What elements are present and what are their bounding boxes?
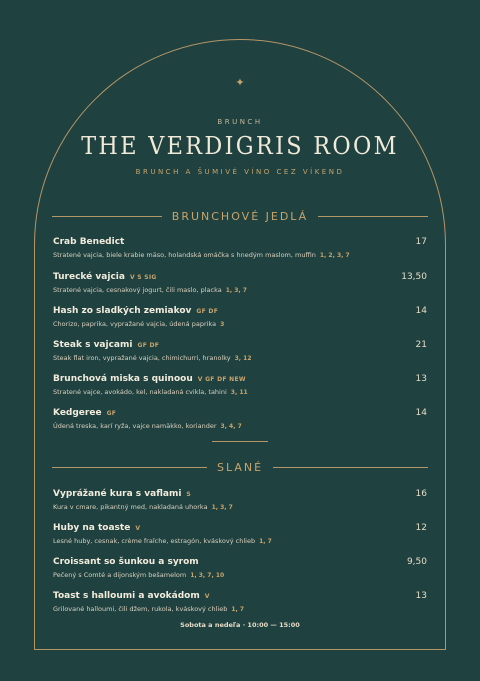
item-description: Stratené vajcia, cesnakový jogurt, čili maslo, placka <box>53 286 222 294</box>
menu-item <box>53 229 427 259</box>
item-price: 9,50 <box>406 557 427 567</box>
item-description: Grilované halloumi, čili džem, rukola, kváskový chlieb <box>53 605 228 613</box>
item-tags: V <box>204 593 210 600</box>
item-allergens: 1, 7 <box>231 606 245 613</box>
item-allergens: 3, 12 <box>234 355 252 362</box>
item-tags: GF DF <box>137 342 160 349</box>
item-price: 21 <box>415 340 427 350</box>
item-tags: S <box>186 491 192 498</box>
menu-item <box>53 298 427 328</box>
item-tags: V S SIG <box>129 274 157 281</box>
item-description: Chorizo, paprika, vypražané vajcia, údená paprika <box>53 320 217 328</box>
item-tags: V GF DF NEW <box>197 376 246 383</box>
divider <box>273 467 428 468</box>
item-allergens: 1, 2, 3, 7 <box>319 252 350 259</box>
item-allergens: 3, 11 <box>230 389 248 396</box>
item-price: 16 <box>415 489 427 499</box>
item-allergens: 1, 3, 7 <box>225 287 247 294</box>
section-heading-brunch <box>52 209 428 223</box>
item-description: Stratené vajce, avokádo, kel, nakladaná cvikla, tahini <box>53 388 227 396</box>
section-title: SLANÉ <box>216 460 264 474</box>
item-allergens: 3 <box>220 321 225 328</box>
item-tags: V <box>135 525 141 532</box>
item-allergens: 1, 3, 7 <box>211 504 233 511</box>
item-name: Turecké vajcia <box>53 272 125 282</box>
divider <box>52 216 162 217</box>
item-name: Croissant so šunkou a syrom <box>53 557 199 567</box>
item-tags: GF DF <box>196 308 219 315</box>
item-name: Steak s vajcami <box>53 340 133 350</box>
restaurant-title: THE VERDIGRIS ROOM <box>81 132 399 160</box>
menu-item <box>53 583 427 613</box>
menu-item <box>53 332 427 362</box>
item-description: Stratené vajcia, biele krabie mäso, holandská omáčka s hnedým maslom, muffin <box>53 251 316 259</box>
item-price: 14 <box>415 408 427 418</box>
item-name: Kedgeree <box>53 408 102 418</box>
section-title: BRUNCHOVÉ JEDLÁ <box>171 209 309 223</box>
item-name: Toast s halloumi a avokádom <box>53 591 200 601</box>
item-name: Hash zo sladkých zemiakov <box>53 306 192 316</box>
menu-item <box>53 366 427 396</box>
item-price: 14 <box>415 306 427 316</box>
item-tags: GF <box>106 410 117 417</box>
section-heading-savory <box>52 460 428 474</box>
item-allergens: 3, 4, 7 <box>220 423 242 430</box>
menu-item <box>53 549 427 579</box>
item-allergens: 1, 7 <box>259 538 272 545</box>
divider <box>318 216 428 217</box>
item-price: 12 <box>415 523 427 533</box>
menu-eyebrow: BRUNCH <box>217 118 263 126</box>
menu-item <box>53 515 427 545</box>
item-allergens: 1, 3, 7, 10 <box>190 572 225 579</box>
item-price: 13,50 <box>401 272 427 282</box>
item-description: Kura v cmare, pikantný med, nakladaná uhorka <box>53 503 208 511</box>
menu-subtitle: BRUNCH A ŠUMIVÉ VÍNO CEZ VÍKEND <box>135 168 345 176</box>
item-description: Steak flat iron, vypražané vajcia, chimichurri, hranolky <box>53 354 231 362</box>
item-price: 13 <box>415 591 427 601</box>
item-name: Huby na toaste <box>53 523 131 533</box>
opening-hours: Sobota a nedeľa · 10:00 — 15:00 <box>180 621 300 629</box>
menu-item <box>53 400 427 430</box>
divider <box>212 441 268 442</box>
item-description: Pečený s Comté a dijonským bešamelom <box>53 571 187 579</box>
item-price: 13 <box>415 374 427 384</box>
menu-item <box>53 481 427 511</box>
menu-item <box>53 264 427 294</box>
item-description: Lesné huby, cesnak, crème fraîche, estragón, kváskový chlieb <box>53 537 256 545</box>
item-name: Brunchová miska s quinoou <box>53 374 193 384</box>
divider <box>52 467 207 468</box>
item-name: Vyprážané kura s vaflami <box>53 489 182 499</box>
item-description: Údená treska, karí ryža, vajce namäkko, koriander <box>53 422 217 430</box>
sparkle-icon: ✦ <box>235 76 245 89</box>
item-name: Crab Benedict <box>53 237 125 247</box>
item-price: 17 <box>415 237 427 247</box>
